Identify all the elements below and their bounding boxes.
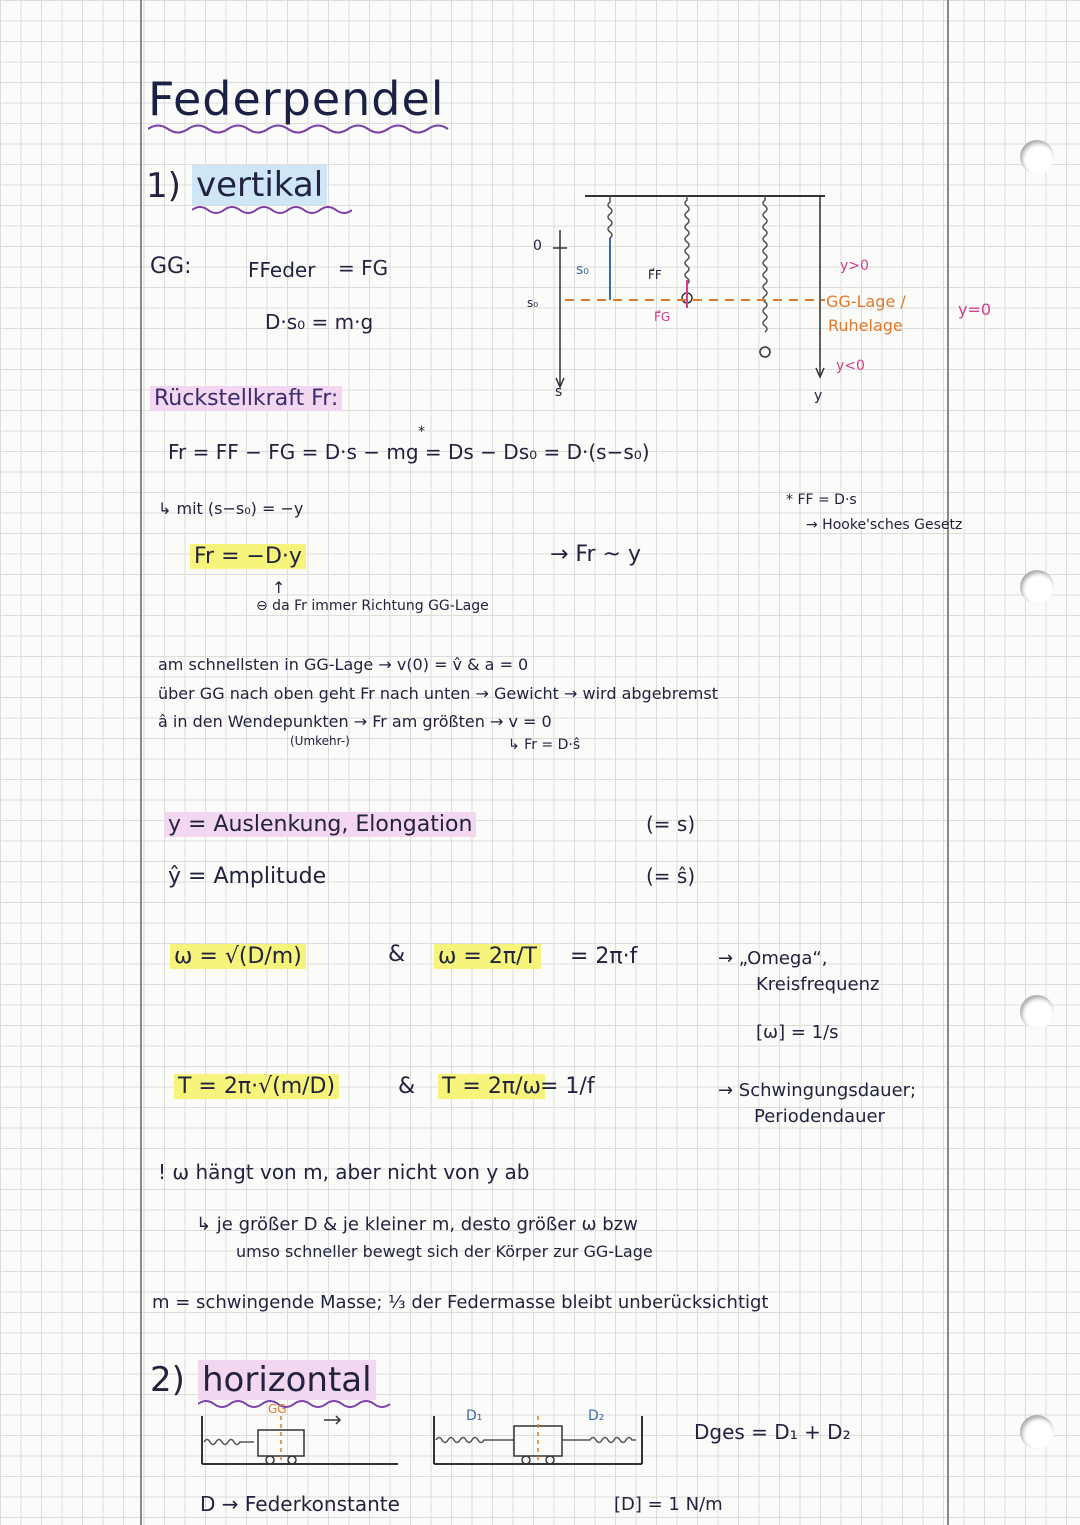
title-underline: [148, 122, 458, 136]
def-amplitude: ŷ = Amplitude: [168, 864, 327, 889]
rueckstell-mit: ↳ mit (s−s₀) = −y: [158, 499, 304, 518]
rueckstell-equation: Fr = FF − FG = D·s − mg = Ds − Ds₀ = D·(s−s₀): [168, 440, 650, 464]
omega-dependency-note: ! ω hängt von m, aber nicht von y ab: [158, 1160, 530, 1184]
section2-underline: [198, 1398, 398, 1410]
d-unit: [D] = 1 N/m: [614, 1494, 723, 1515]
horizontal-spring-diagram-2: [430, 1412, 650, 1472]
section1-heading: vertikal: [192, 165, 327, 205]
punch-hole: [1020, 995, 1054, 1029]
rueckstell-arrow: ↑: [272, 578, 286, 597]
right-margin-line: [947, 0, 949, 1525]
horizontal-spring-diagram-1: [198, 1412, 408, 1472]
spring-d2-label: D₂: [588, 1408, 605, 1424]
period-formula-2: T = 2π/ω: [438, 1074, 545, 1099]
diagram-fg-label: F⃗G: [654, 310, 671, 324]
diagram-y-axis: y: [814, 388, 823, 404]
def-elongation: y = Auslenkung, Elongation: [164, 812, 476, 837]
diagram-s0-left: s₀: [527, 296, 539, 310]
section1-underline: [192, 204, 352, 216]
period-ampersand: &: [398, 1074, 416, 1099]
diagram-ff-label: F⃗F: [648, 268, 662, 282]
spring-d1-label: D₁: [466, 1408, 483, 1424]
punch-hole: [1020, 570, 1054, 604]
diagram-ruhelage: Ruhelage: [828, 316, 903, 335]
omega-note-1: → „Omega“,: [718, 948, 828, 969]
omega-detail-2: umso schneller bewegt sich der Körper zur GG-Lage: [236, 1242, 653, 1261]
bullet-subnote: (Umkehr-): [290, 734, 350, 748]
omega-formula-3: = 2π·f: [570, 944, 638, 969]
eq1-right: = FG: [338, 256, 389, 280]
rueckstell-star: *: [418, 424, 425, 440]
diagram-y-positive: y>0: [840, 258, 869, 274]
diagram-s-axis: s: [555, 384, 563, 400]
period-note-2: Periodendauer: [754, 1106, 885, 1127]
omega-formula-2: ω = 2π/T: [434, 944, 541, 969]
page-title: Federpendel: [148, 72, 445, 126]
punch-hole: [1020, 140, 1054, 174]
left-margin-line: [140, 0, 142, 1525]
d-definition: D → Federkonstante: [200, 1492, 400, 1516]
bullet-item: am schnellsten in GG-Lage → v(0) = v̂ & a = 0: [158, 655, 529, 674]
section2-number: 2): [150, 1360, 185, 1400]
hooke-law-name: → Hooke'sches Gesetz: [806, 517, 963, 533]
rueckstell-heading: Rückstellkraft Fr:: [150, 386, 342, 411]
rueckstell-proportional: → Fr ~ y: [550, 542, 641, 567]
def-elongation-paren: (= s): [646, 812, 696, 836]
omega-detail-1: ↳ je größer D & je kleiner m, desto größer ω bzw: [196, 1214, 638, 1235]
section1-number: 1): [146, 166, 181, 206]
bullet-item: über GG nach oben geht Fr nach unten → Gewicht → wird abgebremst: [158, 684, 718, 703]
rueckstell-result: Fr = −D·y: [190, 544, 306, 569]
omega-ampersand: &: [388, 942, 406, 967]
bullet-item: â in den Wendepunkten → Fr am größten → v = 0: [158, 712, 552, 731]
eq2: D·s₀ = m·g: [265, 310, 374, 334]
dges-formula: Dges = D₁ + D₂: [694, 1420, 851, 1444]
rueckstell-minus-note: ⊖ da Fr immer Richtung GG-Lage: [256, 598, 489, 614]
diagram-gg-lage: GG-Lage /: [826, 292, 906, 311]
mass-note: m = schwingende Masse; ⅓ der Federmasse bleibt unberücksichtigt: [152, 1292, 769, 1313]
section2-heading: horizontal: [198, 1360, 376, 1400]
diagram-zero-label: 0: [533, 238, 542, 254]
diagram-s0-spring: s₀: [576, 262, 589, 278]
omega-formula-1: ω = √(D/m): [170, 944, 306, 969]
bullet-subnote: ↳ Fr = D·ŝ: [508, 737, 581, 753]
omega-note-2: Kreisfrequenz: [756, 974, 880, 995]
gg-label: GG:: [150, 254, 192, 279]
omega-unit: [ω] = 1/s: [756, 1022, 839, 1043]
horizontal-gg-label: GG: [268, 1402, 287, 1416]
period-note-1: → Schwingungsdauer;: [718, 1080, 917, 1101]
diagram-y-zero: y=0: [958, 300, 992, 319]
eq1-left: FFeder: [248, 258, 316, 282]
hooke-law: * FF = D·s: [786, 492, 857, 508]
period-formula-1: T = 2π·√(m/D): [174, 1074, 339, 1099]
diagram-y-negative: y<0: [836, 358, 865, 374]
def-amplitude-paren: (= ŝ): [646, 864, 696, 888]
punch-hole: [1020, 1415, 1054, 1449]
period-formula-3: = 1/f: [540, 1074, 595, 1099]
